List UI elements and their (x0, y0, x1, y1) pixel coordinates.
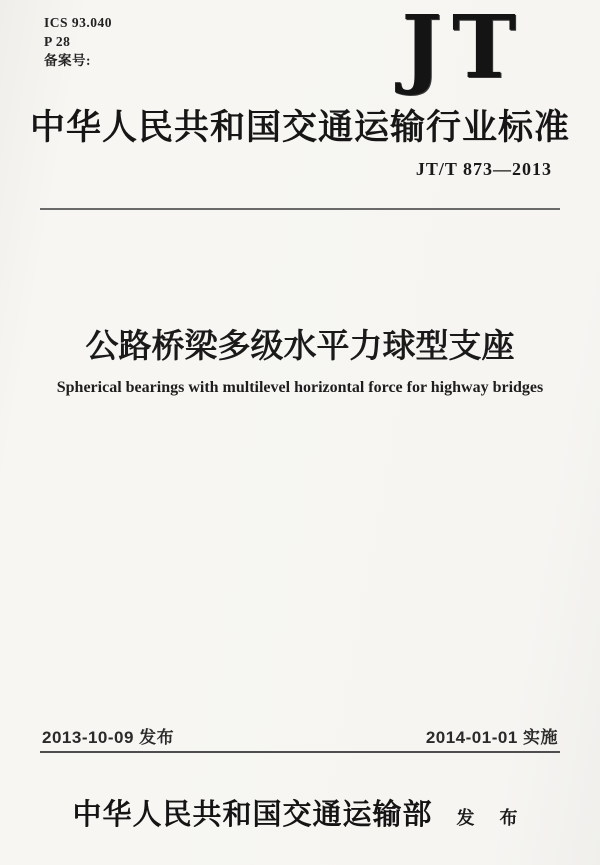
implementation-date: 2014-01-01 实施 (425, 728, 558, 747)
document-title-en: Spherical bearings with multilevel horizontal force for highway bridges (56, 379, 544, 396)
dates-row (42, 723, 558, 748)
standard-code: JT/T 873—2013 (415, 159, 552, 179)
issue-date: 2013-10-09 发布 (42, 728, 175, 747)
publisher-name: 中华人民共和国交通运输部 (72, 799, 433, 831)
classification-block (44, 13, 112, 70)
publish-label: 发 布 (456, 808, 528, 828)
jt-logo: JT (401, 0, 526, 98)
publisher-row (0, 792, 600, 833)
bottom-divider (40, 751, 560, 753)
standard-series-title: 中华人民共和国交通运输行业标准 (29, 108, 570, 147)
top-divider (40, 208, 560, 210)
classification-code: P 28 (44, 34, 71, 49)
ics-code: ICS 93.040 (44, 15, 113, 30)
document-title-zh: 公路桥梁多级水平力球型支座 (85, 327, 515, 364)
record-number-label: 备案号: (44, 53, 91, 68)
